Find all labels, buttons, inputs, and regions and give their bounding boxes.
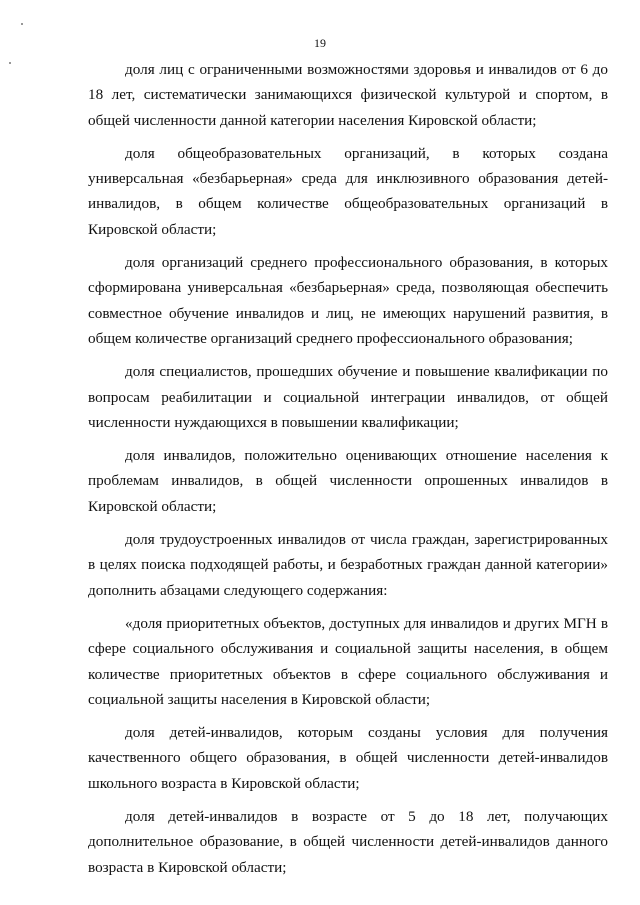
paragraph-additional-education-share: доля детей-инвалидов в возрасте от 5 до 18 лет, получающих дополнительное образование, в общей численности детей-инвалидов данного возраста в Кировской области; [88,808,608,876]
paragraph-employed-disabled-share: доля трудоустроенных инвалидов от числа граждан, зарегистрированных в целях поиска подходящей работы, и безработных граждан данной категории» дополнить абзацами следующего содержания: [88,531,608,599]
paragraph-positive-attitude-share: доля инвалидов, положительно оценивающих отношение населения к проблемам инвалидов, в общей численности опрошенных инвалидов в Кировской области; [88,447,608,515]
paragraph-specialists-training-share: доля специалистов, прошедших обучение и повышение квалификации по вопросам реабилитации и социальной интеграции инвалидов, от общей численности нуждающихся в повышении квалификации; [88,363,608,431]
paragraph-barrier-free-colleges-share: доля организаций среднего профессионального образования, в которых сформирована универсальная «безбарьерная» среда, позволяющая обеспечить совместное обучение инвалидов и лиц, не имеющих нарушений развития, в общем количестве организаций среднего профессионального образования; [88,254,608,347]
paragraph-priority-objects-share: «доля приоритетных объектов, доступных для инвалидов и других МГН в сфере социального обслуживания и социальной защиты населения, в общем количестве приоритетных объектов в сфере социального обслуживания и социальной защиты населения в Кировской области; [88,614,608,708]
paragraph-disabled-sport-share: доля лиц с ограниченными возможностями здоровья и инвалидов от 6 до 18 лет, систематически занимающихся физической культурой и спортом, в общей численности данной категории населения Кировской области; [88,61,608,129]
document-body [88,57,608,888]
scan-artifact-mark [21,23,23,25]
paragraph-quality-education-share: доля детей-инвалидов, которым созданы условия для получения качественного общего образования, в общей численности детей-инвалидов школьного возраста в Кировской области; [88,724,608,792]
paragraph-barrier-free-schools-share: доля общеобразовательных организаций, в которых создана универсальная «безбарьерная» среда для инклюзивного образования детей-инвалидов, в общем количестве общеобразовательных организаций в Кировской области; [88,144,608,238]
page-number: 19 [314,36,326,50]
scan-artifact-mark [9,62,11,64]
